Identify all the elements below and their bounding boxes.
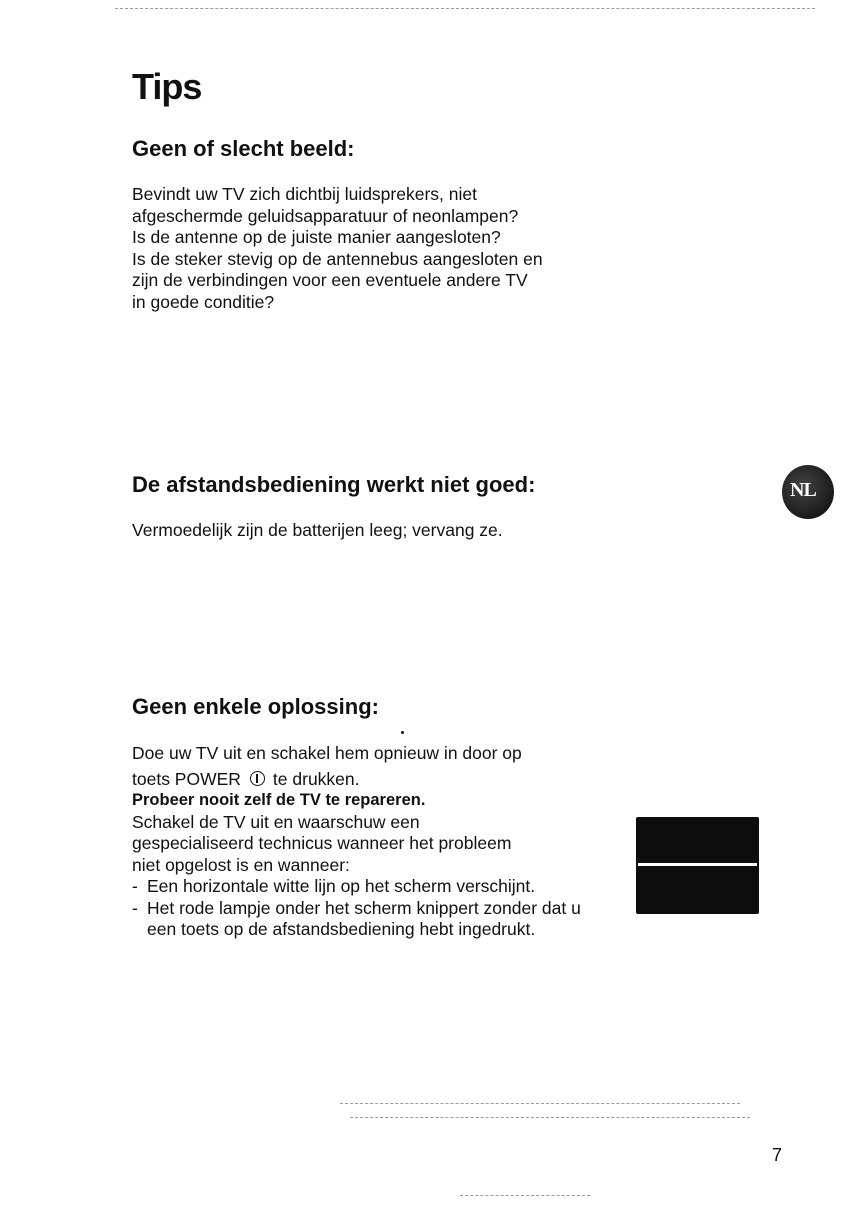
text-line: Bevindt uw TV zich dichtbij luidsprekers, niet — [132, 184, 477, 204]
heading-no-picture: Geen of slecht beeld: — [132, 136, 355, 161]
text-line: Is de steker stevig op de antennebus aangesloten en — [132, 248, 543, 269]
paragraph-no-solution — [132, 743, 602, 941]
heading-remote-control: De afstandsbediening werkt niet goed: — [132, 472, 536, 497]
text-line: zijn de verbindingen voor een eventuele andere TV — [132, 270, 528, 290]
text-line: Doe uw TV uit en schakel hem opnieuw in door op — [132, 743, 522, 763]
decorative-dot — [401, 731, 404, 734]
page-number: 7 — [772, 1145, 783, 1165]
text-line-power — [132, 769, 602, 791]
warning-text: Probeer nooit zelf de TV te repareren. — [132, 791, 426, 809]
nl-language-badge-icon — [782, 465, 834, 519]
scan-artifact-top — [115, 8, 815, 10]
scan-artifact-bottom-2 — [350, 1117, 750, 1119]
text-line: gespecialiseerd technicus wanneer het probleem — [132, 833, 512, 853]
paragraph-remote-control — [132, 520, 602, 542]
list-item-text: Het rode lampje onder het scherm knippert zonder dat u een toets op de afstandsbediening hebt ingedrukt. — [147, 897, 581, 939]
text-line: Is de antenne op de juiste manier aangesloten? — [132, 227, 501, 247]
text-line: Vermoedelijk zijn de batterijen leeg; vervang ze. — [132, 520, 503, 540]
power-icon — [250, 771, 265, 786]
text-line: afgeschermde geluidsapparatuur of neonlampen? — [132, 205, 519, 226]
text-line: niet opgelost is en wanneer: — [132, 854, 350, 875]
list-item: - Het rode lampje onder het scherm knippert zonder dat u een toets op de afstandsbediening hebt ingedrukt. — [132, 897, 581, 939]
scan-artifact-bottom-3 — [460, 1195, 590, 1197]
paragraph-no-picture — [132, 184, 602, 313]
nl-badge-label: NL — [790, 479, 816, 501]
text-fragment: toets POWER — [132, 768, 241, 789]
list-item-text: Een horizontale witte lijn op het scherm verschijnt. — [147, 876, 536, 896]
page-title: Tips — [132, 66, 202, 107]
list-item: - Een horizontale witte lijn op het scherm verschijnt. — [132, 876, 536, 896]
heading-no-solution: Geen enkele oplossing: — [132, 694, 379, 719]
scan-artifact-bottom-1 — [340, 1103, 740, 1105]
tv-screen-illustration — [636, 817, 759, 914]
text-line: Schakel de TV uit en waarschuw een — [132, 811, 420, 832]
text-fragment: te drukken. — [272, 768, 360, 789]
horizontal-white-line — [638, 863, 757, 866]
text-line: in goede conditie? — [132, 291, 275, 312]
